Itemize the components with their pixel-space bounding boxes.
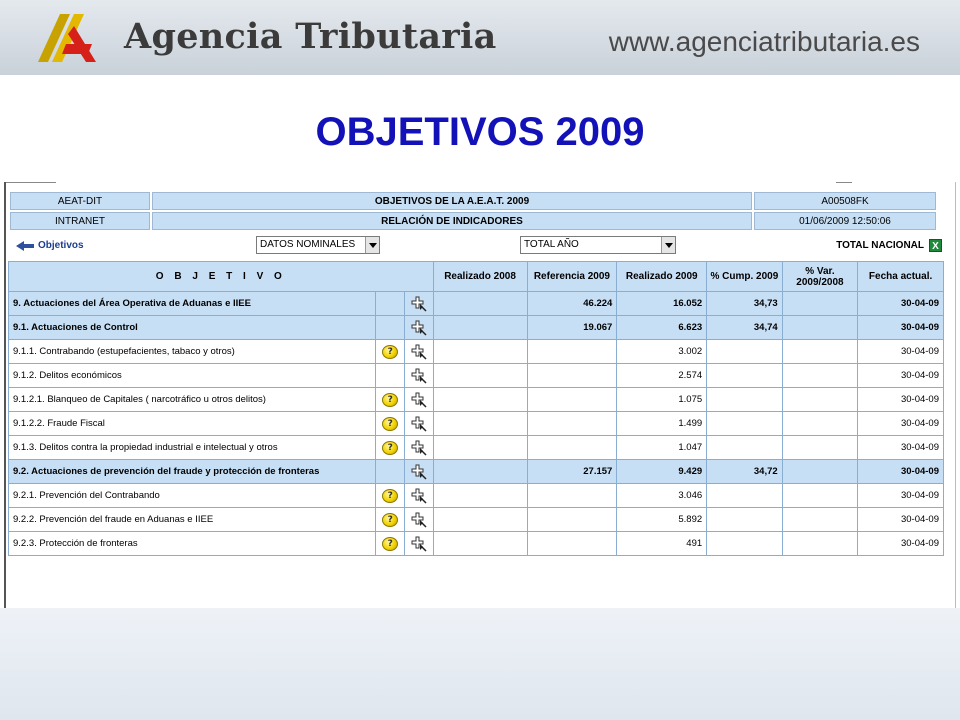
- realizado-2008-value: [433, 532, 527, 556]
- realizado-2009-value: 16.052: [617, 292, 707, 316]
- cumplimiento-value: [707, 340, 783, 364]
- objective-label[interactable]: 9.1. Actuaciones de Control: [9, 316, 376, 340]
- drilldown-icon: [410, 392, 428, 408]
- info-report-subtitle: RELACIÓN DE INDICADORES: [152, 212, 752, 230]
- drilldown-icon: [410, 368, 428, 384]
- scrollbar-stub-left: [6, 182, 56, 186]
- col-variacion[interactable]: % Var. 2009/2008: [782, 262, 858, 292]
- drilldown-cell[interactable]: [405, 364, 434, 388]
- cumplimiento-value: [707, 412, 783, 436]
- drilldown-cell[interactable]: [405, 316, 434, 340]
- objective-label[interactable]: 9.1.2.2. Fraude Fiscal: [9, 412, 376, 436]
- help-cell: [376, 316, 405, 340]
- col-cumplimiento-2009[interactable]: % Cump. 2009: [707, 262, 783, 292]
- drilldown-icon: [410, 320, 428, 336]
- col-fecha[interactable]: Fecha actual.: [858, 262, 944, 292]
- objective-label[interactable]: 9.1.3. Delitos contra la propiedad industrial e intelectual y otros: [9, 436, 376, 460]
- app-window: [4, 182, 956, 608]
- table-row[interactable]: [9, 532, 944, 556]
- back-arrow-icon: [16, 241, 34, 251]
- referencia-2009-value: 27.157: [527, 460, 617, 484]
- objective-label[interactable]: 9.1.1. Contrabando (estupefacientes, tabaco y otros): [9, 340, 376, 364]
- help-cell: [376, 340, 405, 364]
- table-row[interactable]: [9, 436, 944, 460]
- variacion-value: [782, 460, 858, 484]
- table-row[interactable]: [9, 460, 944, 484]
- realizado-2008-value: [433, 484, 527, 508]
- col-realizado-2008[interactable]: Realizado 2008: [433, 262, 527, 292]
- col-referencia-2009[interactable]: Referencia 2009: [527, 262, 617, 292]
- agency-banner: [0, 0, 960, 75]
- drilldown-cell[interactable]: [405, 436, 434, 460]
- referencia-2009-value: [527, 388, 617, 412]
- realizado-2008-value: [433, 436, 527, 460]
- fecha-value: 30-04-09: [858, 316, 944, 340]
- variacion-value: [782, 484, 858, 508]
- drilldown-icon: [410, 344, 428, 360]
- realizado-2008-value: [433, 316, 527, 340]
- col-objetivo[interactable]: O B J E T I V O: [9, 262, 434, 292]
- realizado-2008-value: [433, 508, 527, 532]
- variacion-value: [782, 508, 858, 532]
- objectives-table: [8, 261, 944, 556]
- drilldown-cell[interactable]: [405, 412, 434, 436]
- variacion-value: [782, 316, 858, 340]
- fecha-value: 30-04-09: [858, 508, 944, 532]
- objetivos-link-label: Objetivos: [38, 240, 84, 251]
- realizado-2009-value: 1.075: [617, 388, 707, 412]
- question-icon[interactable]: ?: [382, 417, 398, 431]
- table-row[interactable]: [9, 508, 944, 532]
- realizado-2009-value: 491: [617, 532, 707, 556]
- agency-logo: [30, 6, 100, 66]
- drilldown-icon: [410, 488, 428, 504]
- cumplimiento-value: 34,74: [707, 316, 783, 340]
- period-select[interactable]: [520, 236, 676, 254]
- fecha-value: 30-04-09: [858, 340, 944, 364]
- drilldown-icon: [410, 416, 428, 432]
- fecha-value: 30-04-09: [858, 388, 944, 412]
- help-cell: [376, 460, 405, 484]
- drilldown-cell[interactable]: [405, 484, 434, 508]
- cumplimiento-value: 34,73: [707, 292, 783, 316]
- referencia-2009-value: 19.067: [527, 316, 617, 340]
- realizado-2009-value: 3.046: [617, 484, 707, 508]
- help-cell: [376, 532, 405, 556]
- realizado-2008-value: [433, 364, 527, 388]
- data-type-value: DATOS NOMINALES: [260, 239, 356, 250]
- help-cell: [376, 364, 405, 388]
- drilldown-cell[interactable]: [405, 292, 434, 316]
- info-report-title: OBJETIVOS DE LA A.E.A.T. 2009: [152, 192, 752, 210]
- table-row[interactable]: [9, 412, 944, 436]
- drilldown-icon: [410, 440, 428, 456]
- drilldown-icon: [410, 536, 428, 552]
- data-type-select[interactable]: [256, 236, 380, 254]
- realizado-2009-value: 1.499: [617, 412, 707, 436]
- objective-label[interactable]: 9.1.2.1. Blanqueo de Capitales ( narcotráfico u otros delitos): [9, 388, 376, 412]
- agency-url: www.agenciatributaria.es: [608, 26, 920, 57]
- cumplimiento-value: [707, 508, 783, 532]
- question-icon[interactable]: ?: [382, 513, 398, 527]
- agency-name: Agencia Tributaria: [124, 16, 497, 57]
- objective-label[interactable]: 9.1.2. Delitos económicos: [9, 364, 376, 388]
- excel-icon[interactable]: X: [929, 239, 942, 252]
- cumplimiento-value: [707, 532, 783, 556]
- scope-indicator: [836, 239, 942, 252]
- drilldown-cell[interactable]: [405, 388, 434, 412]
- referencia-2009-value: [527, 412, 617, 436]
- objective-label[interactable]: 9.2.1. Prevención del Contrabando: [9, 484, 376, 508]
- help-cell: [376, 292, 405, 316]
- objective-label[interactable]: 9. Actuaciones del Área Operativa de Aduanas e IIEE: [9, 292, 376, 316]
- objective-label[interactable]: 9.2.2. Prevención del fraude en Aduanas e IIEE: [9, 508, 376, 532]
- referencia-2009-value: [527, 532, 617, 556]
- variacion-value: [782, 436, 858, 460]
- table-row[interactable]: [9, 340, 944, 364]
- realizado-2009-value: 9.429: [617, 460, 707, 484]
- help-cell: [376, 436, 405, 460]
- realizado-2008-value: [433, 340, 527, 364]
- objetivos-link[interactable]: [16, 240, 84, 251]
- variacion-value: [782, 364, 858, 388]
- referencia-2009-value: [527, 340, 617, 364]
- drilldown-cell[interactable]: [405, 340, 434, 364]
- col-realizado-2009[interactable]: Realizado 2009: [617, 262, 707, 292]
- info-network: INTRANET: [10, 212, 150, 230]
- drilldown-cell[interactable]: [405, 508, 434, 532]
- realizado-2009-value: 5.892: [617, 508, 707, 532]
- chevron-down-icon: [661, 237, 675, 253]
- realizado-2009-value: 6.623: [617, 316, 707, 340]
- question-icon[interactable]: ?: [382, 489, 398, 503]
- header-info-table: [8, 190, 938, 232]
- referencia-2009-value: [527, 508, 617, 532]
- realizado-2009-value: 3.002: [617, 340, 707, 364]
- referencia-2009-value: [527, 484, 617, 508]
- fecha-value: 30-04-09: [858, 436, 944, 460]
- table-row[interactable]: [9, 484, 944, 508]
- info-timestamp: 01/06/2009 12:50:06: [754, 212, 936, 230]
- referencia-2009-value: [527, 364, 617, 388]
- cumplimiento-value: [707, 364, 783, 388]
- referencia-2009-value: [527, 436, 617, 460]
- table-row[interactable]: [9, 388, 944, 412]
- fecha-value: 30-04-09: [858, 484, 944, 508]
- scope-label: TOTAL NACIONAL: [836, 240, 924, 251]
- scrollbar-stub-right: [836, 182, 852, 186]
- question-icon[interactable]: ?: [382, 537, 398, 551]
- drilldown-icon: [410, 512, 428, 528]
- objective-label[interactable]: 9.2. Actuaciones de prevención del fraude y protección de fronteras: [9, 460, 376, 484]
- chevron-down-icon: [365, 237, 379, 253]
- realizado-2008-value: [433, 412, 527, 436]
- variacion-value: [782, 532, 858, 556]
- footer-background: [0, 608, 960, 720]
- question-icon[interactable]: ?: [382, 345, 398, 359]
- variacion-value: [782, 388, 858, 412]
- table-row[interactable]: [9, 316, 944, 340]
- help-cell: [376, 484, 405, 508]
- fecha-value: 30-04-09: [858, 364, 944, 388]
- variacion-value: [782, 340, 858, 364]
- cumplimiento-value: [707, 388, 783, 412]
- period-value: TOTAL AÑO: [524, 239, 579, 250]
- drilldown-icon: [410, 464, 428, 480]
- fecha-value: 30-04-09: [858, 532, 944, 556]
- drilldown-icon: [410, 296, 428, 312]
- question-icon[interactable]: ?: [382, 393, 398, 407]
- variacion-value: [782, 292, 858, 316]
- realizado-2008-value: [433, 460, 527, 484]
- drilldown-cell[interactable]: [405, 532, 434, 556]
- table-row[interactable]: [9, 292, 944, 316]
- drilldown-cell[interactable]: [405, 460, 434, 484]
- variacion-value: [782, 412, 858, 436]
- table-row[interactable]: [9, 364, 944, 388]
- info-report-code: A00508FK: [754, 192, 936, 210]
- realizado-2009-value: 2.574: [617, 364, 707, 388]
- page-title: OBJETIVOS 2009: [315, 110, 645, 154]
- cumplimiento-value: 34,72: [707, 460, 783, 484]
- realizado-2008-value: [433, 388, 527, 412]
- help-cell: [376, 508, 405, 532]
- cumplimiento-value: [707, 436, 783, 460]
- toolbar: [10, 234, 950, 260]
- referencia-2009-value: 46.224: [527, 292, 617, 316]
- help-cell: [376, 412, 405, 436]
- realizado-2008-value: [433, 292, 527, 316]
- question-icon[interactable]: ?: [382, 441, 398, 455]
- objective-label[interactable]: 9.2.3. Protección de fronteras: [9, 532, 376, 556]
- info-system: AEAT-DIT: [10, 192, 150, 210]
- fecha-value: 30-04-09: [858, 412, 944, 436]
- fecha-value: 30-04-09: [858, 292, 944, 316]
- table-header-row: [9, 262, 944, 292]
- fecha-value: 30-04-09: [858, 460, 944, 484]
- realizado-2009-value: 1.047: [617, 436, 707, 460]
- help-cell: [376, 388, 405, 412]
- cumplimiento-value: [707, 484, 783, 508]
